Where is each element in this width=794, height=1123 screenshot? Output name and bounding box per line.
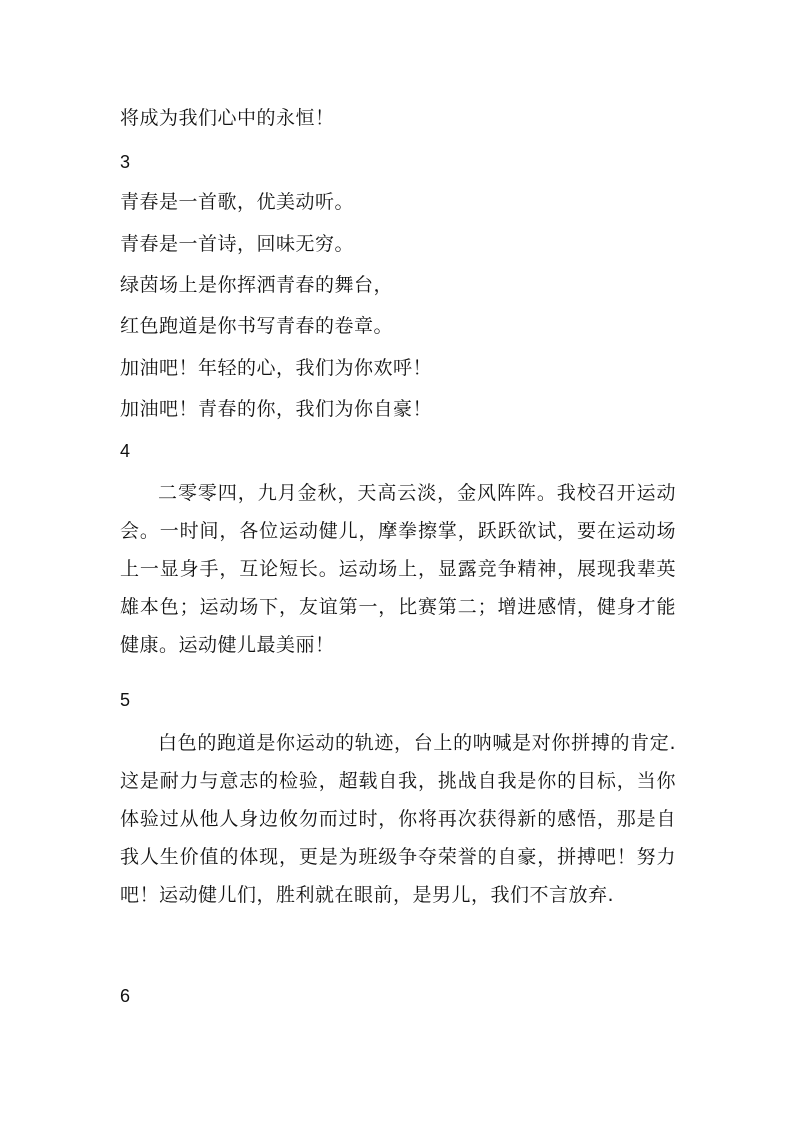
text-line: 绿茵场上是你挥洒青春的舞台， xyxy=(120,274,394,296)
text-line: 加油吧！青春的你，我们为你自豪！ xyxy=(120,398,433,420)
paragraph: 白色的跑道是你运动的轨迹，台上的呐喊是对你拼搏的肯定.这是耐力与意志的检验，超载自我，挑战自我是你的目标，当你体验过从他人身边攸勿而过时，你将再次获得新的感悟，那是自我人生价值的体现，更是为班级争夺荣誉的自豪，拼搏吧！努力吧！运动健儿们，胜利就在眼前，是男儿，我们不言放弃. xyxy=(120,732,676,906)
section-number: 3 xyxy=(120,152,131,172)
text-line: 青春是一首歌，优美动听。 xyxy=(120,191,355,213)
section-number: 5 xyxy=(120,690,131,710)
section-number: 4 xyxy=(120,441,131,461)
text-line: 青春是一首诗，回味无穷。 xyxy=(120,233,355,255)
section-number: 6 xyxy=(120,986,131,1006)
paragraph: 二零零四，九月金秋，天高云淡，金风阵阵。我校召开运动会。一时间，各位运动健儿，摩拳擦掌，跃跃欲试，要在运动场上一显身手，互论短长。运动场上，显露竞争精神，展现我辈英雄本色；运动场下，友谊第一，比赛第二；增进感情，健身才能健康。运动健儿最美丽！ xyxy=(120,482,676,656)
text-line: 将成为我们心中的永恒！ xyxy=(120,107,335,129)
text-line: 加油吧！年轻的心，我们为你欢呼！ xyxy=(120,357,433,379)
text-line: 红色跑道是你书写青春的卷章。 xyxy=(120,315,394,337)
